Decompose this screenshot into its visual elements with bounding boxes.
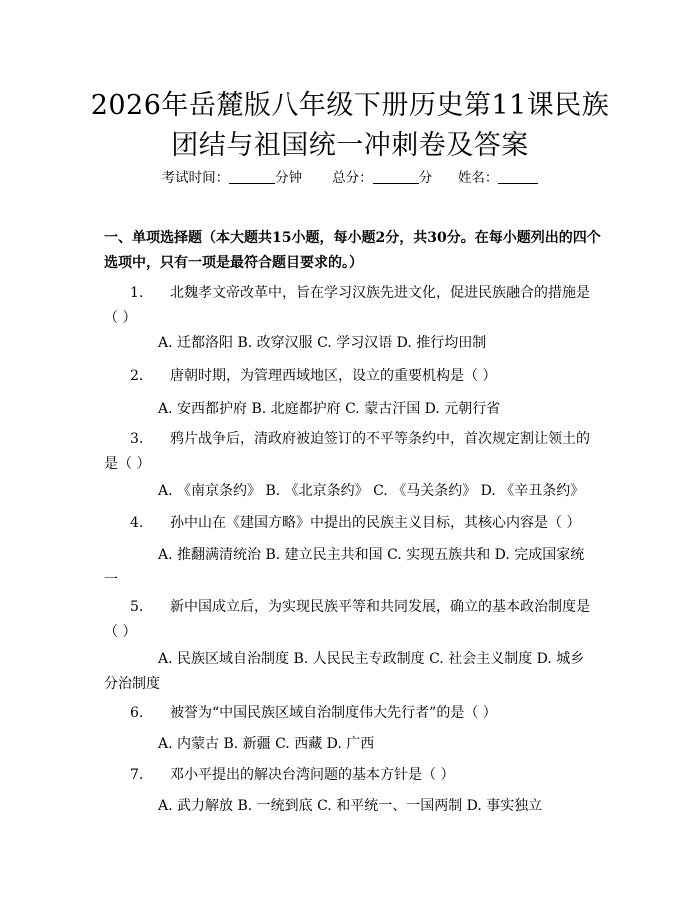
question-text: 北魏孝文帝改革中，旨在学习汉族先进文化，促进民族融合的措施是（ ）: [104, 285, 590, 326]
name-blank: [498, 169, 538, 184]
question-5: [104, 595, 598, 645]
question-text: 被誉为“中国民族区域自治制度伟大先行者”的是（ ）: [170, 705, 497, 721]
question-4: [104, 511, 598, 536]
time-blank: [229, 169, 275, 184]
question-7-options: [104, 794, 598, 819]
question-6-options: [104, 732, 598, 757]
time-label: 考试时间：: [161, 170, 230, 186]
question-number: 5.: [130, 599, 144, 615]
question-number: 3.: [130, 431, 144, 447]
section-heading: 一、单项选择题（本大题共15小题，每小题2分，共30分。在每小题列出的四个选项中，只有一项是最符合题目要求的。）: [104, 230, 601, 271]
question-2-options: [104, 397, 598, 422]
question-text: 鸦片战争后，清政府被迫签订的不平等条约中，首次规定割让领土的是（ ）: [104, 431, 590, 472]
question-1: [104, 281, 598, 331]
time-unit: 分钟: [275, 170, 303, 186]
question-number: 6.: [130, 705, 144, 721]
score-label: 总分：: [332, 170, 373, 186]
question-number: 1.: [130, 285, 144, 301]
options-text: A. 武力解放 B. 一统到底 C. 和平统一、一国两制 D. 事实独立: [158, 798, 543, 814]
question-number: 4.: [130, 515, 144, 531]
question-7: [104, 763, 598, 788]
options-text: A. 迁都洛阳 B. 改穿汉服 C. 学习汉语 D. 推行均田制: [158, 335, 487, 351]
question-3: [104, 427, 598, 477]
question-text: 唐朝时期，为管理西域地区，设立的重要机构是（ ）: [170, 368, 497, 384]
score-blank: [373, 169, 419, 184]
options-text: A. 安西都护府 B. 北庭都护府 C. 蒙古汗国 D. 元朝行省: [158, 401, 501, 417]
options-text: A. 民族区域自治制度 B. 人民民主专政制度 C. 社会主义制度 D. 城乡分治制度: [104, 651, 585, 692]
question-4-options: [104, 543, 598, 593]
page-title-line-2: 团结与祖国统一冲刺卷及答案: [171, 130, 529, 161]
options-text: A. 推翻满清统治 B. 建立民主共和国 C. 实现五族共和 D. 完成国家统一: [104, 547, 585, 588]
question-3-options: [104, 479, 598, 504]
options-text: A. 内蒙古 B. 新疆 C. 西藏 D. 广西: [158, 736, 375, 752]
name-label: 姓名：: [457, 170, 499, 186]
question-1-options: [104, 331, 598, 356]
question-text: 孙中山在《建国方略》中提出的民族主义目标，其核心内容是（ ）: [170, 515, 581, 531]
score-unit: 分: [418, 170, 433, 186]
exam-info-line: [0, 168, 700, 188]
question-6: [104, 701, 598, 726]
question-5-options: [104, 647, 598, 697]
question-text: 新中国成立后，为实现民族平等和共同发展，确立的基本政治制度是（ ）: [104, 599, 590, 640]
question-number: 7.: [130, 767, 144, 783]
page-title-line-1: 2026年岳麓版八年级下册历史第11课民族: [90, 90, 610, 121]
question-2: [104, 364, 598, 389]
options-text: A. 《南京条约》 B. 《北京条约》 C. 《马关条约》 D. 《辛丑条约》: [158, 483, 585, 499]
question-text: 邓小平提出的解决台湾问题的基本方针是（ ）: [170, 767, 455, 783]
question-number: 2.: [130, 368, 144, 384]
